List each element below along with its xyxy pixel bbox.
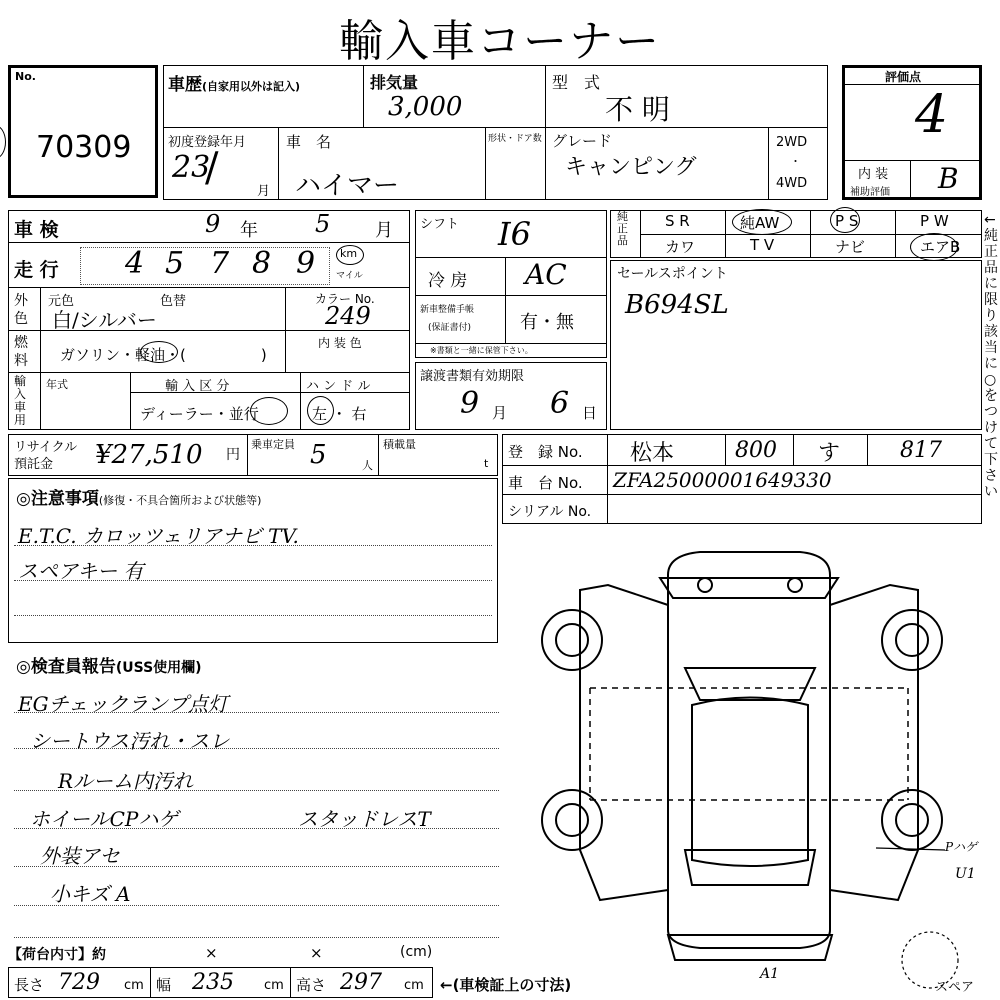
serial-label: シリアル No.	[508, 504, 592, 520]
grade-label: グレード	[552, 132, 613, 150]
inspector-line-4: ホイールCPハゲ	[30, 807, 179, 831]
color-side-label: 外色	[14, 293, 28, 327]
mileage-digit-cells	[80, 247, 330, 285]
inspection-year: 9	[205, 210, 221, 238]
equip-leather: カワ	[665, 238, 696, 256]
fuel-selected-circle	[140, 341, 178, 363]
displacement-value: 3,000	[388, 92, 463, 122]
transfer-day: 6	[550, 386, 570, 421]
equip-navi: ナビ	[835, 238, 866, 256]
car-name-value: ハイマー	[295, 171, 400, 201]
ac-label: 冷 房	[428, 271, 468, 291]
displacement-label: 排気量	[370, 73, 419, 92]
dims-note: ←(車検証上の寸法)	[440, 976, 572, 994]
height-label: 高さ	[296, 976, 327, 994]
mileage-mile: マイル	[336, 271, 363, 281]
height-unit: cm	[404, 978, 424, 993]
handle-options: 左 ・ 右	[312, 405, 367, 423]
drive-4wd: 4WD	[776, 176, 808, 191]
mileage-digit-3: 7	[210, 246, 230, 281]
equip-pw: P W	[920, 212, 949, 230]
equip-ps-circle	[830, 207, 860, 233]
diagram-spare-label: スペア	[935, 980, 975, 995]
sales-point-box	[610, 260, 982, 430]
registration-slash: /	[205, 145, 219, 191]
capacity-unit: 人	[362, 459, 373, 472]
shift-value: I6	[498, 215, 531, 253]
sales-point-value: B694SL	[625, 290, 729, 320]
transfer-day-unit: 日	[582, 404, 598, 422]
transfer-month-unit: 月	[492, 404, 508, 422]
equip-sr: S R	[665, 212, 690, 230]
color-code-label: カラー No.	[315, 292, 375, 306]
inspector-line-6: 小キズ A	[50, 882, 131, 906]
interior-label: 内 装	[858, 167, 889, 182]
inspection-month: 5	[315, 210, 331, 238]
width-value: 235	[192, 970, 234, 995]
equipment-side-label: 純正品	[617, 210, 628, 247]
lot-no-label: No.	[15, 70, 36, 83]
transfer-label: 譲渡書類有効期限	[420, 369, 525, 384]
diagram-mark-pahage: Pハゲ	[945, 840, 978, 854]
manual-sub: (保証書付)	[428, 323, 472, 333]
notes-label: ◎注意事項(修復・不具合箇所および状態等)	[16, 489, 262, 509]
notes-line-1: E.T.C. カロッツェリアナビ TV.	[18, 524, 299, 548]
color-repaint-label: 色替	[160, 294, 187, 309]
mileage-digit-5: 9	[296, 246, 316, 281]
shift-label: シフト	[420, 217, 460, 232]
inspector-line-5: 外装アセ	[40, 844, 120, 868]
inspection-label: 車 検	[14, 219, 59, 241]
height-value: 297	[340, 970, 382, 995]
diagram-mark-a1: A1	[760, 966, 780, 982]
equip-ps: P S	[835, 212, 859, 230]
car-name-label: 車 名	[286, 133, 332, 151]
lot-number: 70309	[36, 130, 132, 165]
mileage-digit-1: 4	[125, 246, 145, 281]
interior-value: B	[938, 162, 959, 195]
cargo-unit: (cm)	[400, 944, 433, 960]
lot-box	[8, 65, 158, 198]
lot-circle-mark	[0, 125, 6, 159]
length-unit: cm	[124, 978, 144, 993]
inspection-year-unit: 年	[240, 220, 258, 241]
import-parallel-circle	[250, 397, 288, 425]
registration-year: 23	[172, 150, 211, 185]
inspector-line-2: シートウス汚れ・スレ	[30, 729, 230, 753]
history-label: 車歴(自家用以外は記入)	[168, 75, 301, 95]
plate-label: 登 録 No.	[508, 443, 583, 461]
recycle-label: リサイクル	[14, 440, 78, 455]
score-value: 4	[915, 85, 949, 145]
chassis-value: ZFA25000001649330	[613, 468, 832, 492]
plate-kana: す	[818, 441, 841, 466]
equip-airbag: エアB	[920, 238, 961, 256]
color-value: 白/シルバー	[52, 308, 157, 332]
inspector-label: ◎検査員報告(USS使用欄)	[16, 657, 202, 677]
diagram-mark-u1: U1	[955, 866, 976, 882]
grade-value: キャンピング	[565, 155, 697, 180]
drive-dot: ・	[790, 155, 801, 168]
sales-point-label: セールスポイント	[617, 266, 728, 282]
recycle-label-2: 預託金	[14, 457, 54, 472]
capacity-value: 5	[310, 440, 327, 470]
ac-value: AC	[525, 258, 567, 291]
color-orig-label: 元色	[48, 294, 75, 309]
transfer-month: 9	[460, 386, 480, 421]
shape-doors-label: 形状・ドア数	[488, 134, 542, 144]
inspector-line-1: EGチェックランプ点灯	[18, 692, 228, 716]
model-value: 不 明	[605, 93, 670, 126]
load-label: 積載量	[383, 438, 416, 451]
handle-left-circle	[307, 396, 334, 425]
manual-note: ※書類と一緒に保管下さい。	[430, 346, 533, 355]
notes-line-2: スペアキー 有	[18, 559, 144, 583]
registration-label: 初度登録年月	[168, 135, 247, 150]
capacity-label: 乗車定員	[251, 438, 295, 451]
handle-label: ハ ン ド ル	[306, 379, 371, 394]
car-diagram	[540, 540, 980, 990]
width-label: 幅	[156, 976, 172, 994]
score-label: 評価点	[885, 70, 922, 84]
mileage-km: km	[340, 247, 358, 260]
mileage-digit-4: 8	[252, 246, 272, 281]
mileage-label: 走 行	[14, 259, 59, 281]
fuel-side-label: 燃料	[14, 335, 28, 369]
import-class-options: ディーラー・並行	[140, 405, 259, 423]
chassis-label: 車 台 No.	[508, 474, 583, 492]
cargo-label: 【荷台内寸】約	[8, 947, 106, 963]
interior-sub-label: 補助評価	[850, 187, 890, 198]
cargo-x2: ×	[310, 944, 323, 962]
equip-aw: 純AW	[740, 214, 780, 232]
equipment-side-note: ←純正品に限り該当に○をつけて下さい	[984, 212, 998, 500]
import-year-label: 年式	[46, 378, 68, 391]
fuel-options: ガソリン・軽油・( )	[60, 346, 267, 364]
plate-area: 松本	[630, 441, 675, 466]
recycle-value: ¥27,510	[95, 440, 203, 470]
recycle-unit: 円	[226, 447, 240, 463]
equip-aw-circle	[732, 209, 792, 235]
import-class-label: 輸 入 区 分	[165, 379, 230, 394]
load-unit: t	[484, 457, 489, 470]
equip-tv: T V	[750, 236, 775, 254]
model-label: 型 式	[552, 73, 601, 92]
manual-value: 有・無	[520, 312, 574, 333]
drive-2wd: 2WD	[776, 135, 808, 150]
import-side-label: 輸入車用	[14, 374, 27, 427]
cargo-x1: ×	[205, 944, 218, 962]
plate-number: 817	[900, 438, 942, 463]
plate-class: 800	[735, 438, 777, 463]
interior-color-label: 内 装 色	[318, 336, 362, 350]
registration-month-unit: 月	[257, 184, 271, 199]
manual-label: 新車整備手帳	[420, 305, 475, 315]
length-value: 729	[58, 970, 100, 995]
inspector-studless: スタッドレスT	[298, 807, 431, 831]
inspector-line-3: Rルーム内汚れ	[58, 769, 194, 793]
inspection-month-unit: 月	[375, 220, 393, 241]
page-title: 輸入車コーナー	[339, 16, 661, 67]
length-label: 長さ	[14, 976, 45, 994]
width-unit: cm	[264, 978, 284, 993]
color-code: 249	[325, 302, 371, 330]
equip-airbag-circle	[910, 233, 961, 261]
mileage-digit-2: 5	[165, 246, 185, 281]
